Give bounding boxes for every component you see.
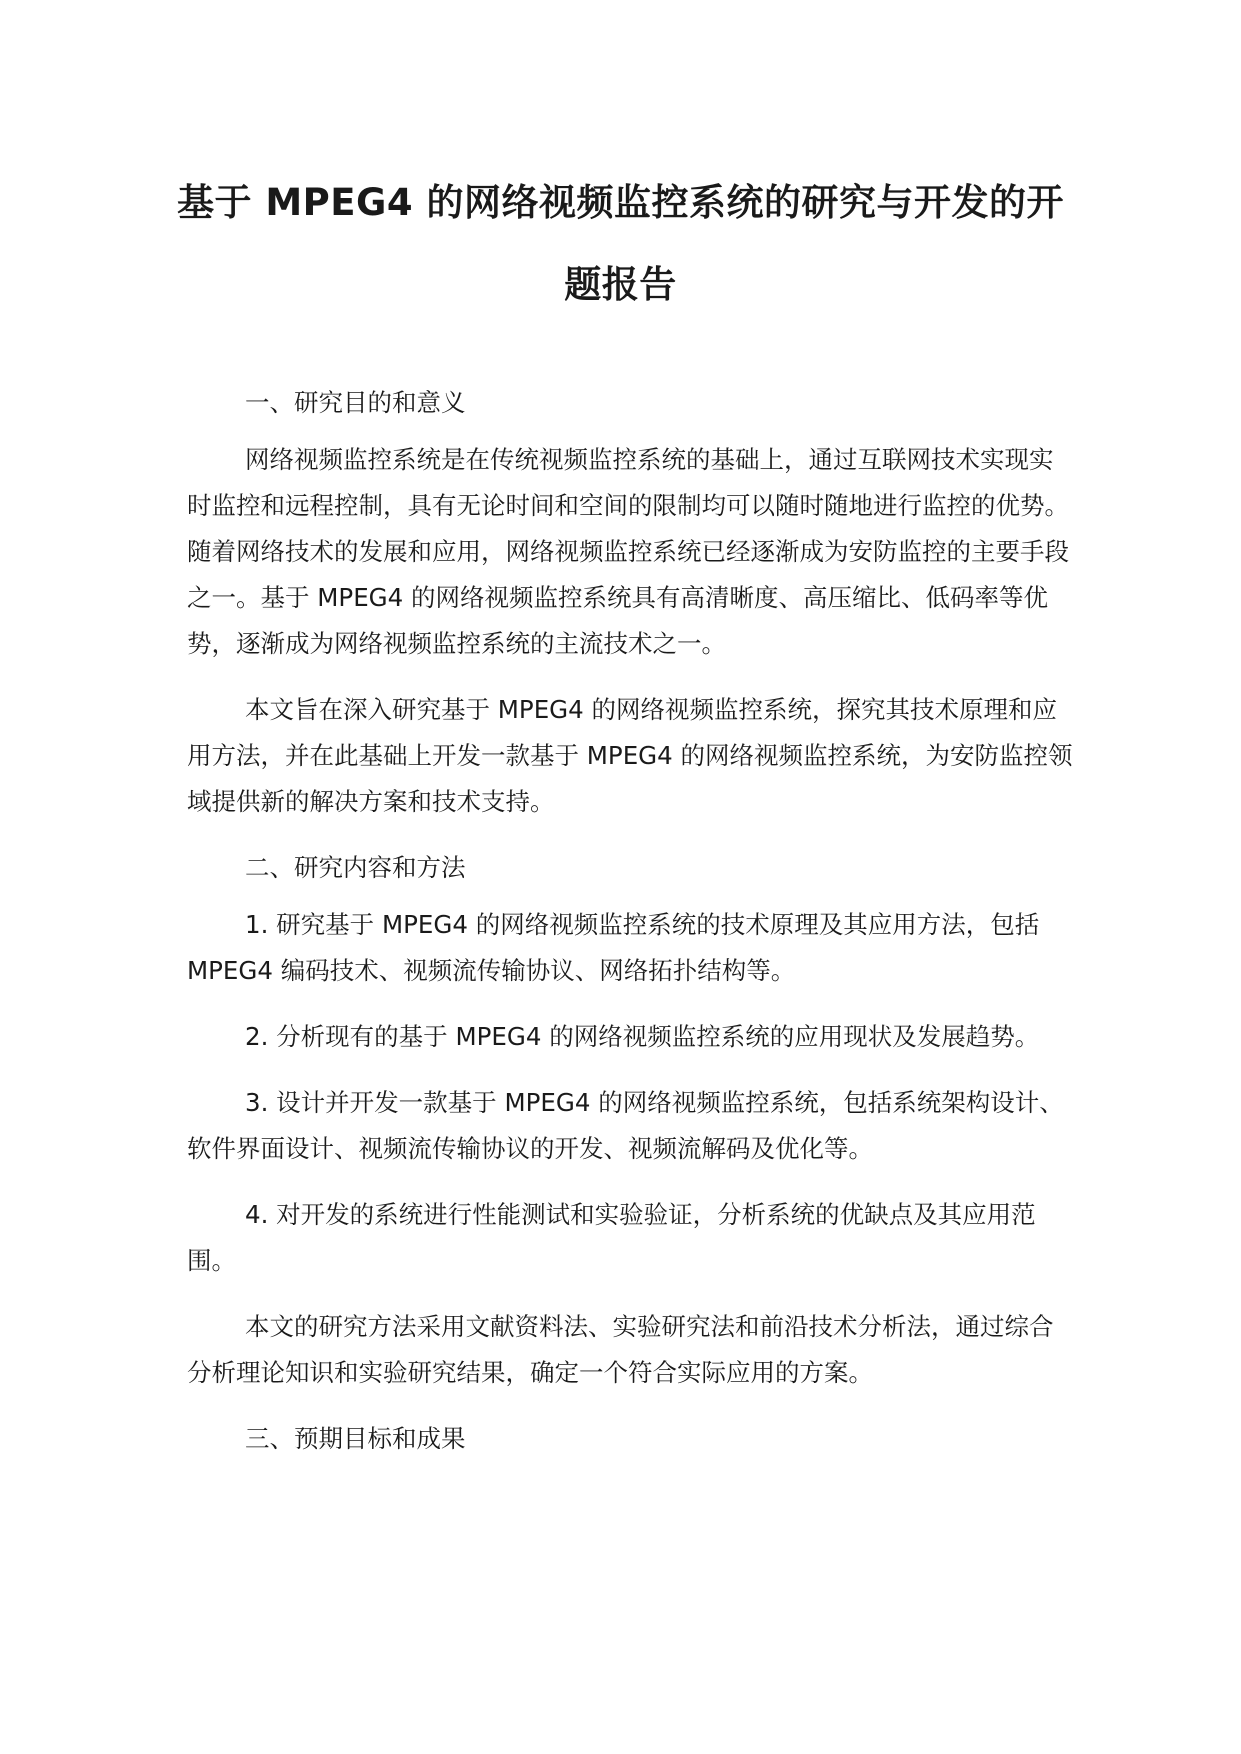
document-title-line-2: 题报告 <box>564 263 677 306</box>
document-body <box>187 380 1075 1473</box>
list-item-3: 3. 设计并开发一款基于 MPEG4 的网络视频监控系统，包括系统架构设计、软件界面设计、视频流传输协议的开发、视频流解码及优化等。 <box>187 1088 1064 1163</box>
paragraph-methods: 本文的研究方法采用文献资料法、实验研究法和前沿技术分析法，通过综合分析理论知识和实验研究结果，确定一个符合实际应用的方案。 <box>187 1312 1054 1387</box>
section-heading-content-methods: 二、研究内容和方法 <box>245 853 466 882</box>
document-title-line-1: 基于 MPEG4 的网络视频监控系统的研究与开发的开 <box>176 181 1065 224</box>
paragraph-aim: 本文旨在深入研究基于 MPEG4 的网络视频监控系统，探究其技术原理和应用方法，并在此基础上开发一款基于 MPEG4 的网络视频监控系统，为安防监控领域提供新的解决方案和技术支持。 <box>187 695 1073 816</box>
list-item-2: 2. 分析现有的基于 MPEG4 的网络视频监控系统的应用现状及发展趋势。 <box>245 1022 1040 1051</box>
list-item-1: 1. 研究基于 MPEG4 的网络视频监控系统的技术原理及其应用方法，包括 MPEG4 编码技术、视频流传输协议、网络拓扑结构等。 <box>187 910 1040 985</box>
section-heading-goals: 三、预期目标和成果 <box>245 1424 466 1453</box>
list-item-4: 4. 对开发的系统进行性能测试和实验验证，分析系统的优缺点及其应用范围。 <box>187 1200 1036 1275</box>
paragraph-background: 网络视频监控系统是在传统视频监控系统的基础上，通过互联网技术实现实时监控和远程控制，具有无论时间和空间的限制均可以随时随地进行监控的优势。随着网络技术的发展和应用，网络视频监控系统已经逐渐成为安防监控的主要手段之一。基于 MPEG4 的网络视频监控系统具有高清晰度、高压缩比、低码率等优势，逐渐成为网络视频监控系统的主流技术之一。 <box>187 445 1069 658</box>
section-heading-purpose: 一、研究目的和意义 <box>245 388 466 417</box>
